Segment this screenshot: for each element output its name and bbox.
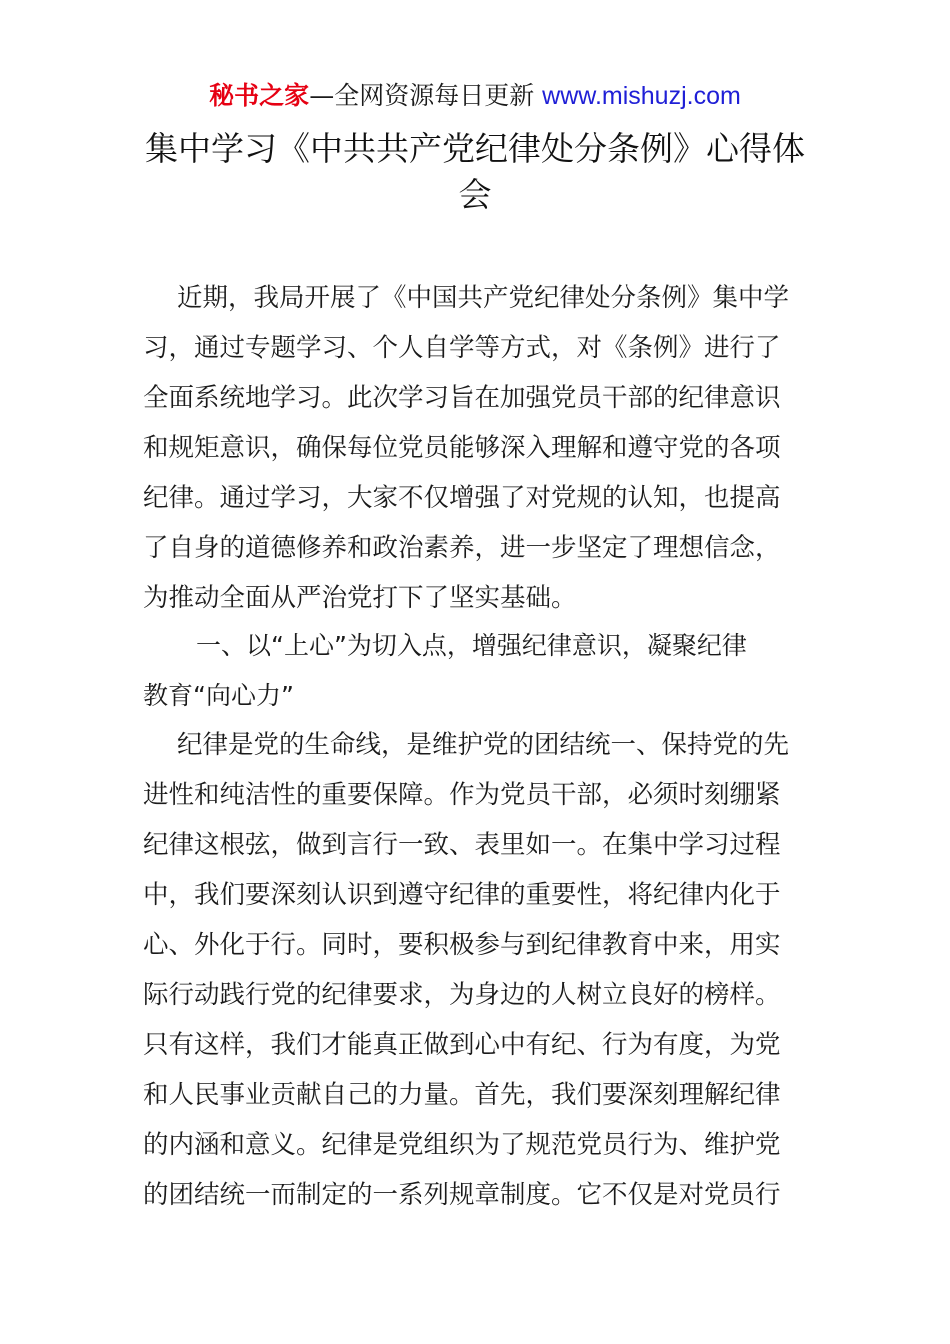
text-line: 只有这样，我们才能真正做到心中有纪、行为有度，为党	[143, 1030, 781, 1060]
text-line: 近期，我局开展了《中国共产党纪律处分条例》集中学	[177, 283, 790, 313]
text-line: 教育“向心力”	[143, 681, 294, 710]
title-line: 会	[458, 175, 492, 214]
text-line: 心、外化于行。同时，要积极参与到纪律教育中来，用实	[143, 930, 781, 960]
text-line: 的团结统一而制定的一系列规章制度。它不仅是对党员行	[143, 1180, 781, 1210]
text-line: 的内涵和意义。纪律是党组织为了规范党员行为、维护党	[143, 1130, 781, 1160]
text-line: 中，我们要深刻认识到遵守纪律的重要性，将纪律内化于	[143, 880, 781, 910]
brand-name: 秘书之家	[209, 81, 310, 110]
text-line: 全面系统地学习。此次学习旨在加强党员干部的纪律意识	[143, 383, 781, 413]
section-heading-1	[143, 621, 813, 721]
text-line: 际行动践行党的纪律要求，为身边的人树立良好的榜样。	[143, 980, 781, 1010]
document-title	[140, 126, 810, 218]
text-line: 为推动全面从严治党打下了坚实基础。	[143, 583, 577, 613]
text-line: 纪律。通过学习，大家不仅增强了对党规的认知，也提高	[143, 483, 781, 513]
paragraph-discipline	[143, 720, 813, 1220]
text-line: 习，通过专题学习、个人自学等方式，对《条例》进行了	[143, 333, 781, 363]
text-line: 进性和纯洁性的重要保障。作为党员干部，必须时刻绷紧	[143, 780, 781, 810]
text-line: 了自身的道德修养和政治素养，进一步坚定了理想信念，	[143, 533, 781, 563]
title-line: 集中学习《中共共产党纪律处分条例》心得体	[145, 129, 805, 168]
text-line: 和规矩意识，确保每位党员能够深入理解和遵守党的各项	[143, 433, 781, 463]
text-line: 和人民事业贡献自己的力量。首先，我们要深刻理解纪律	[143, 1080, 781, 1110]
text-line: 一、以“上心”为切入点，增强纪律意识，凝聚纪律	[196, 631, 747, 660]
site-url-link[interactable]: www.mishuzj.com	[542, 82, 741, 110]
text-line: 纪律是党的生命线，是维护党的团结统一、保持党的先	[177, 730, 790, 760]
header-tagline: —全网资源每日更新	[309, 81, 535, 110]
site-header	[0, 78, 950, 114]
text-line: 纪律这根弦，做到言行一致、表里如一。在集中学习过程	[143, 830, 781, 860]
paragraph-intro	[143, 273, 813, 623]
